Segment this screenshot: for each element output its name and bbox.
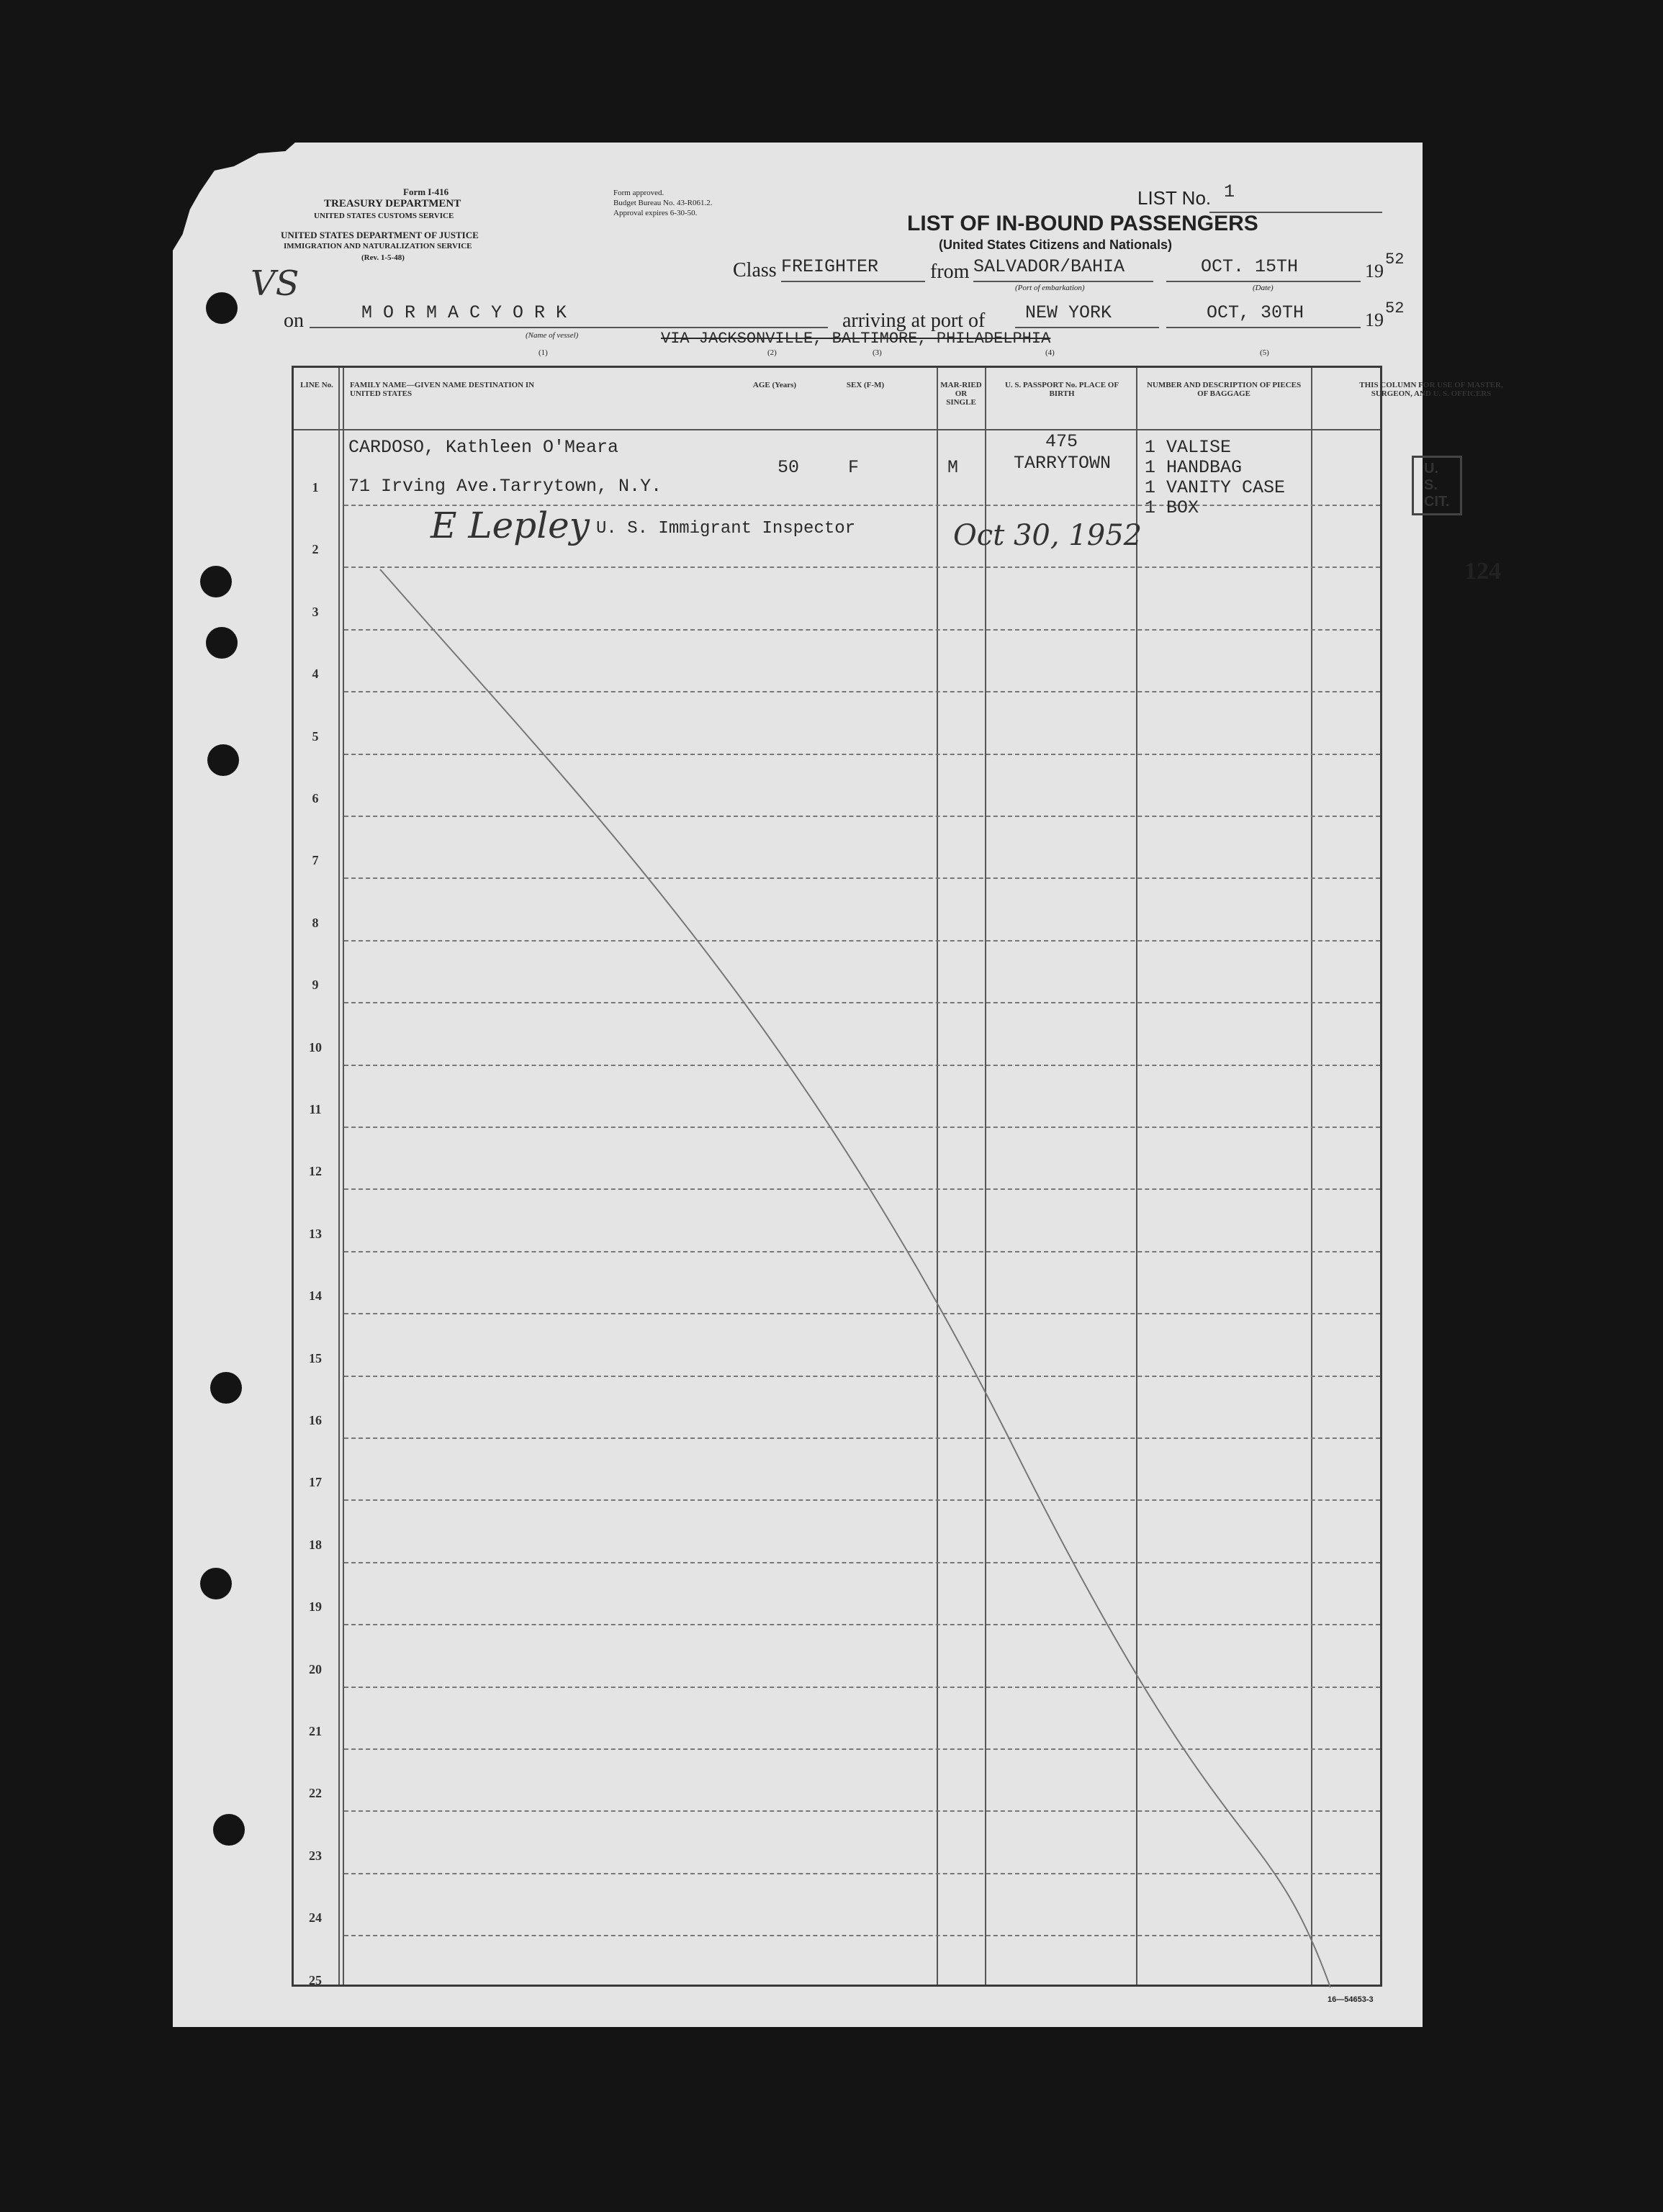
arrival-port-line <box>1015 327 1159 328</box>
port-embark-line <box>973 281 1153 282</box>
print-code: 16—54653-3 <box>1328 1995 1374 2004</box>
caption-3: (3) <box>873 348 882 357</box>
row-number: 17 <box>309 1475 322 1490</box>
row-number: 2 <box>312 542 319 557</box>
arrival-date-line <box>1166 327 1361 328</box>
baggage-3: 1 VANITY CASE <box>1145 477 1286 498</box>
passenger-age: 50 <box>778 457 800 478</box>
row-number: 10 <box>309 1039 322 1055</box>
inspector-signature: E Lepley <box>431 505 590 546</box>
cancel-line <box>294 368 1384 1989</box>
row-number: 1 <box>312 480 319 495</box>
embark-date-line <box>1166 281 1361 282</box>
baggage-1: 1 VALISE <box>1145 437 1232 458</box>
row-number: 25 <box>309 1972 322 1987</box>
binder-hole <box>206 292 238 324</box>
arriving-label: arriving at port of <box>842 310 986 332</box>
row-number: 11 <box>309 1102 322 1116</box>
caption-4: (4) <box>1045 348 1055 357</box>
baggage-2: 1 HANDBAG <box>1145 457 1243 478</box>
col-header-passport: U. S. PASSPORT No. PLACE OF BIRTH <box>1004 381 1119 398</box>
passenger-address: 71 Irving Ave.Tarrytown, N.Y. <box>348 476 662 497</box>
row-number: 8 <box>312 915 319 930</box>
passenger-married: M <box>947 457 959 478</box>
row-number: 14 <box>309 1288 322 1304</box>
binder-hole <box>200 566 232 597</box>
binder-hole <box>200 1568 232 1599</box>
row-number: 21 <box>309 1724 322 1738</box>
row-number: 5 <box>312 728 319 744</box>
row-number: 22 <box>309 1786 322 1801</box>
row-number: 18 <box>309 1537 322 1552</box>
row-number: 7 <box>312 853 319 868</box>
date-caption: (Date) <box>1253 284 1274 292</box>
row-number: 6 <box>312 791 319 805</box>
port-embark-caption: (Port of embarkation) <box>1015 284 1085 292</box>
class-value: FREIGHTER <box>781 256 879 277</box>
treasury-dept: TREASURY DEPARTMENT <box>324 198 461 209</box>
class-label: Class <box>733 259 777 281</box>
col-header-name: FAMILY NAME—GIVEN NAME DESTINATION IN UNITED STATES <box>350 381 535 398</box>
embark-date: OCT. 15TH <box>1201 256 1299 277</box>
col-header-age: AGE (Years) <box>752 381 797 389</box>
form-approved: Form approved. <box>613 189 664 197</box>
page-subtitle: (United States Citizens and Nationals) <box>939 238 1173 252</box>
row-number: 3 <box>312 604 319 619</box>
row-number: 4 <box>312 667 319 682</box>
binder-hole <box>206 627 238 659</box>
vessel-line <box>310 327 828 328</box>
form-number: Form I-416 <box>403 186 449 197</box>
row-number: 15 <box>309 1350 322 1365</box>
binder-hole <box>207 744 239 776</box>
caption-1: (1) <box>538 348 548 357</box>
passenger-table <box>292 366 1503 1987</box>
embark-year-prefix: 19 <box>1365 261 1384 281</box>
row-number: 12 <box>309 1164 322 1179</box>
citizen-stamp: U. S. CIT. <box>1412 456 1462 515</box>
birthplace: TARRYTOWN <box>1014 453 1112 474</box>
row-number: 23 <box>309 1848 322 1863</box>
arrival-year: 52 <box>1385 299 1405 317</box>
row-number: 16 <box>309 1413 322 1427</box>
embark-year: 52 <box>1385 250 1405 268</box>
arrival-date: OCT, 30TH <box>1207 302 1304 323</box>
list-no-value: 1 <box>1224 181 1235 202</box>
row-number: 9 <box>312 978 319 993</box>
binder-hole <box>213 2041 245 2073</box>
customs-service: UNITED STATES CUSTOMS SERVICE <box>314 212 454 220</box>
budget-bureau: Budget Bureau No. 43-R061.2. <box>613 199 713 207</box>
passport-number: 475 <box>1045 431 1078 452</box>
via-route: VIA JACKSONVILLE, BALTIMORE, PHILADELPHIA <box>661 330 1051 348</box>
col-header-sex: SEX (F-M) <box>846 381 885 389</box>
from-label: from <box>930 261 970 283</box>
row-number: 19 <box>309 1599 322 1615</box>
binder-hole <box>210 1372 242 1404</box>
class-line <box>781 281 925 282</box>
inspector-title: U. S. Immigrant Inspector <box>596 519 856 538</box>
col-header-married: MAR-RIED OR SINGLE <box>940 381 982 407</box>
col-header-baggage: NUMBER AND DESCRIPTION OF PIECES OF BAGGAGE <box>1146 381 1302 398</box>
on-label: on <box>284 310 304 332</box>
caption-2: (2) <box>767 348 777 357</box>
binder-hole <box>213 1814 245 1846</box>
arrival-port: NEW YORK <box>1025 302 1112 323</box>
row-number: 20 <box>309 1661 322 1676</box>
row-number: 13 <box>309 1226 322 1241</box>
col-header-line: LINE No. <box>300 381 333 389</box>
port-embarkation: SALVADOR/BAHIA <box>973 256 1125 277</box>
torn-corner <box>173 143 295 250</box>
list-no-label: LIST No. <box>1137 187 1212 209</box>
col-header-officers: THIS COLUMN FOR USE OF MASTER, SURGEON, AND U. S. OFFICERS <box>1359 381 1503 398</box>
caption-5: (5) <box>1260 348 1269 357</box>
manifest-page <box>173 143 1503 2027</box>
page-title: LIST OF IN-BOUND PASSENGERS <box>907 212 1258 235</box>
row-number: 24 <box>309 1910 322 1926</box>
tally-number: 124 <box>1464 558 1501 584</box>
revision: (Rev. 1-5-48) <box>361 253 405 262</box>
ins-service: IMMIGRATION AND NATURALIZATION SERVICE <box>284 242 472 250</box>
vessel-name: M O R M A C Y O R K <box>361 302 567 323</box>
passenger-name: CARDOSO, Kathleen O'Meara <box>348 437 619 458</box>
baggage-4: 1 BOX <box>1145 497 1199 518</box>
justice-dept: UNITED STATES DEPARTMENT OF JUSTICE <box>281 230 479 240</box>
passenger-sex: F <box>848 457 860 478</box>
margin-note: VS <box>251 263 299 304</box>
vessel-caption: (Name of vessel) <box>526 331 579 340</box>
inspection-date: Oct 30, 1952 <box>953 519 1143 552</box>
approval-expires: Approval expires 6-30-50. <box>613 209 698 217</box>
arrival-year-prefix: 19 <box>1365 310 1384 330</box>
